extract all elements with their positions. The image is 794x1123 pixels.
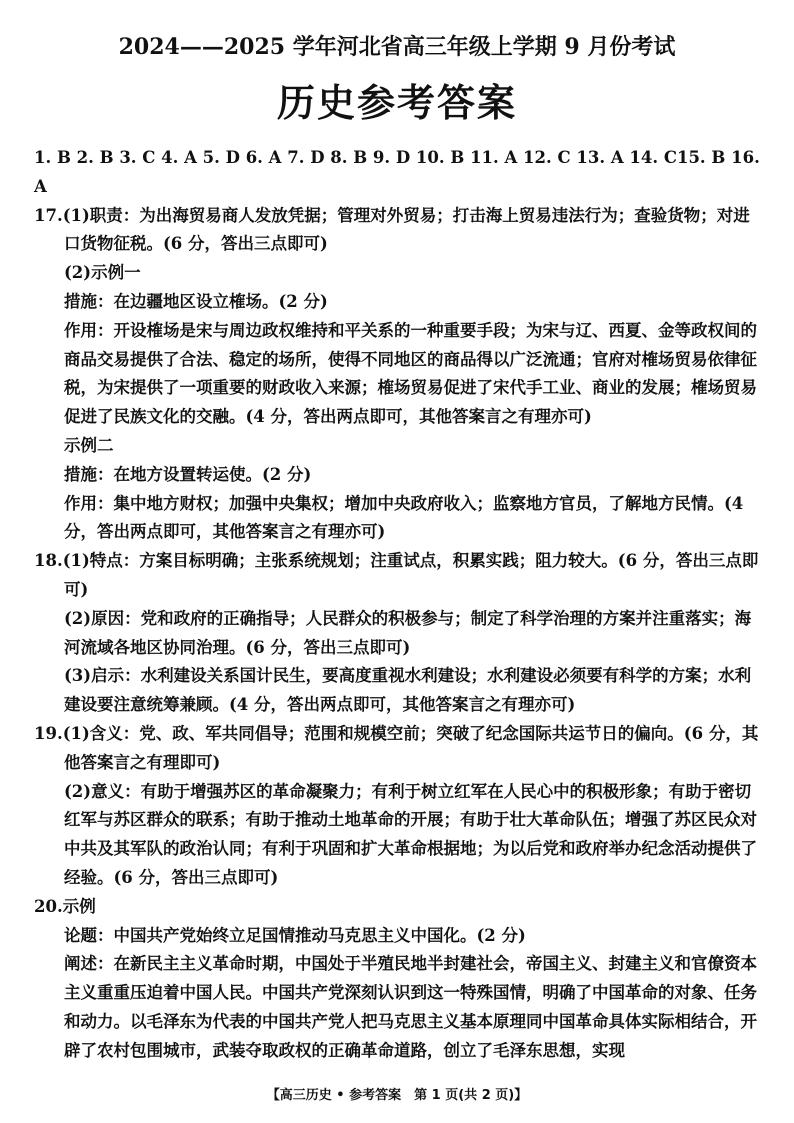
page-footer: 【高三历史 • 参考答案 第 1 页(共 2 页)】 [266,1088,528,1103]
q20-heading: 20.示例 [34,896,96,916]
q17-example2-effect: 作用：集中地方财权；加强中央集权；增加中央政府收入；监察地方官员，了解地方民情。(4 分，答出两点即可，其他答案言之有理亦可) [64,493,744,542]
question-20 [34,893,764,1066]
q18-part3: (3)启示：水利建设关系国计民生，要高度重视水利建设；水利建设必须要有科学的方案；水利建设要注意统筹兼顾。(4 分，答出两点即可，其他答案言之有理亦可) [64,666,752,715]
q17-example2-label: 示例二 [64,435,114,455]
q18-part2: (2)原因：党和政府的正确指导；人民群众的积极参与；制定了科学治理的方案并注重落实；海河流域各地区协同治理。(6 分，答出三点即可) [64,608,752,657]
answer-content [34,144,764,1066]
q18-part1: 18.(1)特点：方案目标明确；主张系统规划；注重试点，积累实践；阻力较大。(6 分，答出三点即可) [34,551,759,599]
q17-example1-measure: 措施：在边疆地区设立榷场。(2 分) [64,291,328,311]
q17-part1: 17.(1)职责：为出海贸易商人发放凭据；管理对外贸易；打击海上贸易违法行为；查验货物；对进口货物征税。(6 分，答出三点即可) [34,205,750,254]
question-19 [34,720,764,893]
q20-elaboration: 阐述：在新民主主义革命时期，中国处于半殖民地半封建社会，帝国主义、封建主义和官僚资本主义重重压迫着中国人民。中国共产党深刻认识到这一特殊国情，明确了中国革命的对象、任务和动力。以毛泽东为代表的中国共产党人把马克思主义基本原理同中国革命具体实际相结合，开辟了农村包围城市，武装夺取政权的正确革命道路，创立了毛泽东思想，实现 [64,954,757,1060]
question-17 [34,202,764,548]
question-18 [34,547,764,720]
q19-part1: 19.(1)含义：党、政、军共同倡导；范围和规模空前；突破了纪念国际共运节日的偏向。(6 分，其他答案言之有理即可) [34,723,759,772]
q17-example1-label: (2)示例一 [64,263,141,283]
subject-title: 历史参考答案 [276,80,517,125]
q20-thesis: 论题：中国共产党始终立足国情推动马克思主义中国化。(2 分) [64,925,526,945]
q17-example1-effect: 作用：开设榷场是宋与周边政权维持和平关系的一种重要手段；为宋与辽、西夏、金等政权间的商品交易提供了合法、稳定的场所，使得不同地区的商品得以广泛流通；官府对榷场贸易依律征税，为宋提供了一项重要的财政收入来源；榷场贸易促进了宋代手工业、商业的发展；榷场贸易促进了民族文化的交融。(4 分，答出两点即可，其他答案言之有理亦可) [64,320,757,427]
exam-title: 2024——2025 学年河北省高三年级上学期 9 月份考试 [118,34,676,60]
q17-example2-measure: 措施：在地方设置转运使。(2 分) [64,464,312,484]
q19-part2: (2)意义：有助于增强苏区的革命凝聚力；有利于树立红军在人民心中的积极形象；有助于密切红军与苏区群众的联系；有助于推动土地革命的开展；有助于壮大革命队伍；增强了苏区民众对中共及其军队的政治认同；有利于巩固和扩大革命根据地；为以后党和政府举办纪念活动提供了经验。(6 分，答出三点即可) [64,781,757,887]
multiple-choice-answers: 1. B 2. B 3. C 4. A 5. D 6. A 7. D 8. B 9. D 10. B 11. A 12. C 13. A 14. C15. B 16. A [34,148,760,196]
